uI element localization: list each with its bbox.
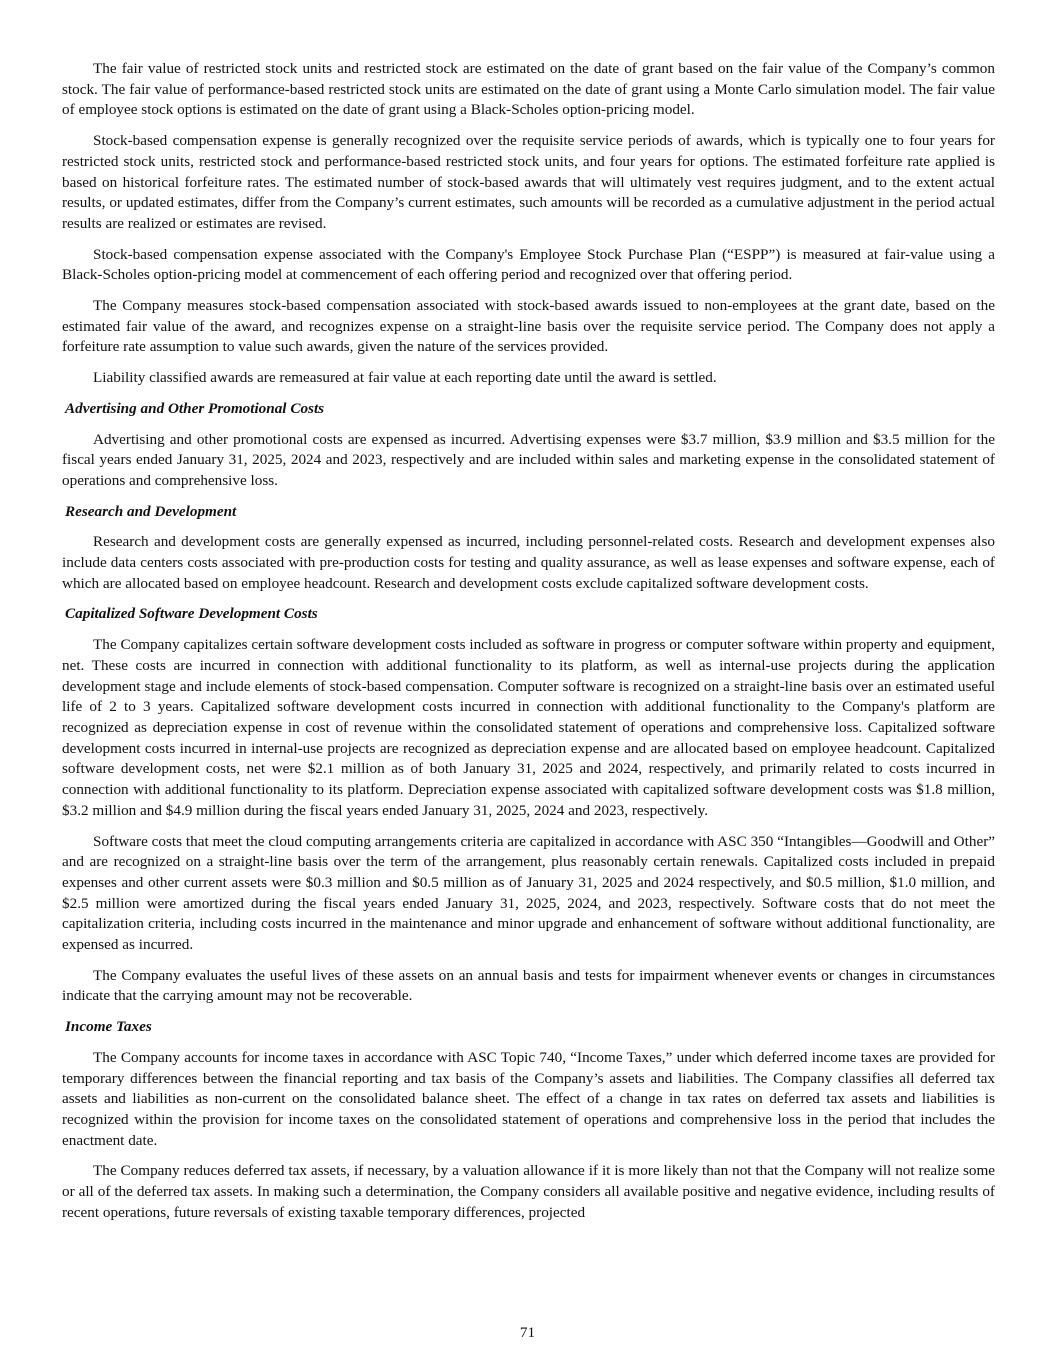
paragraph-income-taxes: The Company accounts for income taxes in accordance with ASC Topic 740, “Income Taxes,” under which deferred income taxes are provided for temporary differences between the financial reporting and tax basis of the Company’s assets and liabilities. The Company classifies all deferred tax assets and liabilities as non-current on the consolidated balance sheet. The effect of a change in tax rates on deferred tax assets and liabilities is recognized within the provision for income taxes on the consolidated statement of operations and comprehensive loss in the period that includes the enactment date. xyxy=(62,1048,995,1149)
paragraph-advertising: Advertising and other promotional costs are expensed as incurred. Advertising expenses were $3.7 million, $3.9 million and $3.5 million for the fiscal years ended January 31, 2025, 2024 and 2023, respectively and are included within sales and marketing expense in the consolidated statement of operations and comprehensive loss. xyxy=(62,430,995,489)
document-body xyxy=(62,59,995,1233)
section-heading-advertising: Advertising and Other Promotional Costs xyxy=(65,399,325,417)
section-heading-research: Research and Development xyxy=(65,502,237,520)
paragraph-impairment: The Company evaluates the useful lives of these assets on an annual basis and tests for impairment whenever events or changes in circumstances indicate that the carrying amount may not be recoverable. xyxy=(62,966,995,1005)
paragraph-valuation-allowance: The Company reduces deferred tax assets, if necessary, by a valuation allowance if it is more likely than not that the Company will not realize some or all of the deferred tax assets. In making such a determination, the Company considers all available positive and negative evidence, including results of recent operations, future reversals of existing taxable temporary differences, projected xyxy=(62,1162,995,1221)
paragraph-expense-recognition: Stock-based compensation expense is generally recognized over the requisite service periods of awards, which is typically one to four years for restricted stock units, restricted stock and performance-based restricted stock units, and four years for options. The estimated forfeiture rate applied is based on historical forfeiture rates. The estimated number of stock-based awards that will ultimately vest requires judgment, and to the extent actual results, or updated estimates, differ from the Company’s current estimates, such amounts will be recorded as a cumulative adjustment in the period actual results are realized or estimates are revised. xyxy=(62,132,995,232)
page-number: 71 xyxy=(519,1324,536,1341)
paragraph-espp: Stock-based compensation expense associated with the Company's Employee Stock Purchase Plan (“ESPP”) is measured at fair-value using a Black-Scholes option-pricing model at commencement of each offering period and recognized over that offering period. xyxy=(62,245,995,284)
paragraph-liability-awards: Liability classified awards are remeasured at fair value at each reporting date until the award is settled. xyxy=(93,369,717,387)
paragraph-cloud-computing: Software costs that meet the cloud computing arrangements criteria are capitalized in accordance with ASC 350 “Intangibles—Goodwill and Other” and are recognized on a straight-line basis over the term of the arrangement, plus reasonably certain renewals. Capitalized costs included in prepaid expenses and other current assets were $0.3 million and $0.5 million as of January 31, 2025 and 2024 respectively, and $0.5 million, $1.0 million, and $2.5 million were amortized during the fiscal years ended January 31, 2025, 2024, and 2023, respectively. Software costs that do not meet the capitalization criteria, including costs incurred in the maintenance and minor upgrade and enhancement of software without additional functionality, are expensed as incurred. xyxy=(62,832,995,954)
section-heading-income-taxes: Income Taxes xyxy=(65,1018,152,1036)
section-heading-capitalized-software: Capitalized Software Development Costs xyxy=(65,605,318,623)
paragraph-capitalized-software: The Company capitalizes certain software development costs included as software in progress or computer software within property and equipment, net. These costs are incurred in connection with additional functionality to its platform, as well as internal-use projects during the application development stage and include elements of stock-based compensation. Computer software is recognized on a straight-line basis over an estimated useful life of 2 to 3 years. Capitalized software development costs incurred in connection with additional functionality to the Company's platform are recognized as depreciation expense in cost of revenue within the consolidated statement of operations and comprehensive loss. Capitalized software development costs incurred in internal-use projects are recognized as depreciation expense and are allocated based on employee headcount. Capitalized software development costs, net were $2.1 million as of both January 31, 2025 and 2024, respectively, and primarily related to costs incurred in connection with additional functionality to its platform. Depreciation expense associated with capitalized software development costs was $1.8 million, $3.2 million and $4.9 million during the fiscal years ended January 31, 2025, 2024 and 2023, respectively. xyxy=(62,636,995,819)
paragraph-fair-value: The fair value of restricted stock units and restricted stock are estimated on the date of grant based on the fair value of the Company’s common stock. The fair value of performance-based restricted stock units are estimated on the date of grant using a Monte Carlo simulation model. The fair value of employee stock options is estimated on the date of grant using a Black-Scholes option-pricing model. xyxy=(62,60,995,119)
paragraph-non-employees: The Company measures stock-based compensation associated with stock-based awards issued to non-employees at the grant date, based on the estimated fair value of the award, and recognizes expense on a straight-line basis over the requisite service period. The Company does not apply a forfeiture rate assumption to value such awards, given the nature of the services provided. xyxy=(62,297,995,356)
paragraph-research: Research and development costs are generally expensed as incurred, including personnel-related costs. Research and development expenses also include data centers costs associated with pre-production costs for testing and quality assurance, as well as lease expenses and software expense, each of which are allocated based on employee headcount. Research and development costs exclude capitalized software development costs. xyxy=(62,533,995,592)
